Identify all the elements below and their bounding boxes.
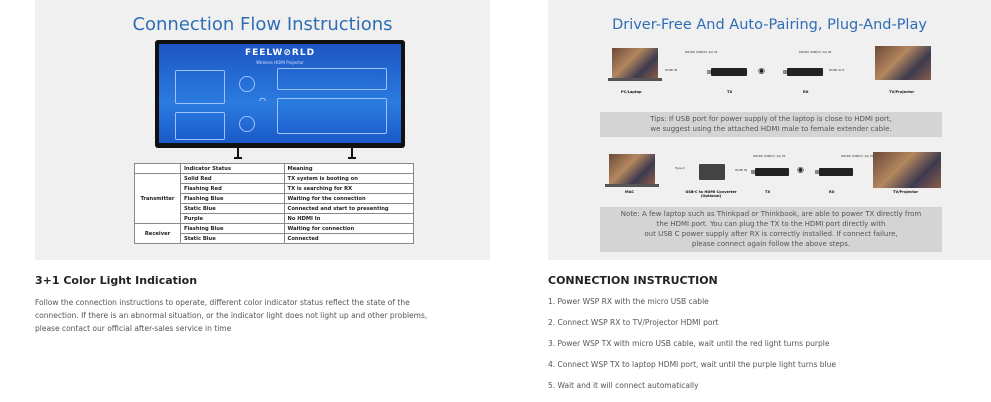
feelworld-logo: FEELW⊘RLD (244, 48, 316, 58)
indicator-status-table (134, 163, 414, 244)
tx-dongle (711, 68, 747, 76)
port-label: MICRO USB(5V 1A) IN (841, 154, 874, 158)
status-cell: Flashing Blue (180, 224, 284, 234)
meaning-cell: TX system is booting on (284, 174, 413, 184)
port-label: HDMI OUT (829, 68, 845, 72)
connection-flow-panel (35, 0, 490, 260)
port-label: MICRO USB(5V 1A) IN (753, 154, 786, 158)
meaning-cell: TX is searching for RX (284, 184, 413, 194)
table-header-cell (135, 164, 181, 174)
description-line: Follow the connection instructions to operate, different color indicator status reflect the state of the (35, 298, 410, 307)
tv-projector-label: TV/Projector (889, 90, 915, 94)
laptop-screen-image (612, 48, 658, 78)
status-cell: Static Blue (180, 234, 284, 244)
table-header-cell: Indicator Status (180, 164, 284, 174)
rx-label: RX (829, 190, 835, 194)
pc-laptop-label: PC/Laptop (621, 90, 642, 94)
tx-step-box (277, 98, 387, 134)
tv-leg-left (237, 146, 239, 158)
color-light-heading: 3+1 Color Light Indication (35, 274, 198, 287)
port-label: MICRO USB(5V 1A) IN (685, 50, 718, 54)
tip-line: Tips: If USB port for power supply of the laptop is close to HDMI port, (650, 115, 892, 123)
tip-line: we suggest using the attached HDMI male to female extender cable. (650, 125, 892, 133)
instruction-step: 2. Connect WSP RX to TV/Projector HDMI port (548, 318, 719, 327)
table-header-cell: Meaning (284, 164, 413, 174)
instruction-step: 3. Power WSP TX with micro USB cable, wait until the red light turns purple (548, 339, 830, 348)
tv-screen-image (873, 152, 941, 188)
tv-screen (159, 44, 401, 143)
tv-illustration (155, 40, 405, 148)
tv-projector-icon (175, 70, 225, 104)
laptop-note-box (600, 207, 942, 252)
meaning-cell: Waiting for the connection (284, 194, 413, 204)
note-line: out USB C power supply after RX is correctly installed. If connect failure, (644, 230, 898, 238)
laptop-connection-diagram (603, 44, 943, 102)
meaning-cell: Connected and start to presenting (284, 204, 413, 214)
receiver-group-label: Receiver (135, 224, 181, 244)
connection-flow-title: Connection Flow Instructions (132, 14, 393, 35)
usb-tip-box (600, 112, 942, 137)
status-cell: Static Blue (180, 204, 284, 214)
status-cell: Purple (180, 214, 284, 224)
transmitter-dongle-icon (239, 116, 255, 132)
transmitter-group-label: Transmitter (135, 174, 181, 224)
meaning-cell: Waiting for connection (284, 224, 413, 234)
tv-screen-image (875, 46, 931, 80)
instruction-step: 4. Connect WSP TX to laptop HDMI port, wait until the purple light turns blue (548, 360, 836, 369)
rx-label: RX (803, 90, 809, 94)
mac-screen-image (609, 154, 655, 184)
laptop-base (608, 78, 662, 81)
receiver-dongle-icon (239, 76, 255, 92)
tx-label: TX (727, 90, 733, 94)
note-line: the HDMI port. You can plug the TX to the HDMI port directly with (656, 220, 886, 228)
table-row (135, 224, 414, 234)
instruction-step: 5. Wait and it will connect automatically (548, 381, 699, 390)
status-cell: Flashing Blue (180, 194, 284, 204)
tv-subtitle: Wireless HDMI Projector (256, 60, 304, 65)
color-light-description (35, 296, 495, 335)
description-line: please contact our official after-sales service in time (35, 324, 232, 333)
tx-label: TX (765, 190, 771, 194)
status-cell: Solid Red (180, 174, 284, 184)
connection-instruction-heading: CONNECTION INSTRUCTION (548, 274, 718, 287)
tv-projector-label: TV/Projector (893, 190, 919, 194)
rx-step-box (277, 68, 387, 90)
wifi-icon: ◉ (758, 66, 765, 75)
port-label: Type-C (675, 166, 686, 170)
port-label: MICRO USB(5V 1A) IN (799, 50, 832, 54)
meaning-cell: Connected (284, 234, 413, 244)
port-label: HDMI IN (665, 68, 678, 72)
meaning-cell: No HDMI In (284, 214, 413, 224)
table-row (135, 174, 414, 184)
port-label: HDMI IN (735, 168, 748, 172)
rx-dongle (787, 68, 823, 76)
mac-base (605, 184, 659, 187)
wifi-icon: ◉ (797, 165, 804, 174)
instruction-step: 1. Power WSP RX with the micro USB cable (548, 297, 709, 306)
description-line: connection. If there is an abnormal situation, or the indicator light does not light up and other problems, (35, 311, 428, 320)
tx-dongle (755, 168, 789, 176)
laptop-icon (175, 112, 225, 140)
note-line: please connect again follow the above steps. (691, 240, 851, 248)
status-cell: Flashing Red (180, 184, 284, 194)
plug-and-play-panel (548, 0, 991, 260)
plug-and-play-title: Driver-Free And Auto-Pairing, Plug-And-Play (612, 17, 927, 33)
table-header-row (135, 164, 414, 174)
note-line: Note: A few laptop such as Thinkpad or Thinkbook, are able to power TX directly from (620, 210, 922, 218)
usb-c-hdmi-converter (699, 164, 725, 180)
tv-leg-right (351, 146, 353, 158)
rx-dongle (819, 168, 853, 176)
converter-label: USB-C to HDMI Converter (Optional) (685, 190, 737, 198)
mac-label: MAC (625, 190, 634, 194)
mac-connection-diagram (603, 150, 943, 208)
wifi-icon: ◠ (259, 96, 266, 105)
